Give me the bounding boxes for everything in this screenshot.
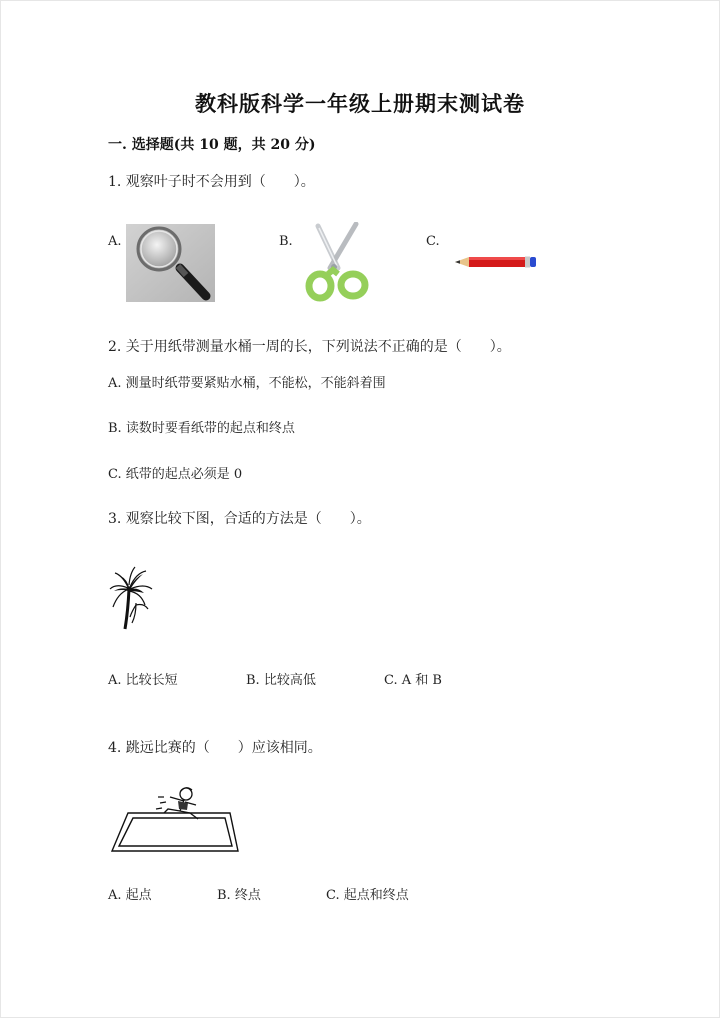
- question-3-option-c[interactable]: C. A 和 B: [384, 673, 442, 688]
- question-2-option-a[interactable]: A. 测量时纸带要紧贴水桶，不能松，不能斜着围: [108, 376, 386, 391]
- section-heading: 一. 选择题(共 10 题，共 20 分): [108, 137, 316, 153]
- magnifying-glass-icon: [126, 224, 215, 302]
- question-3-option-b[interactable]: B. 比较高低: [246, 673, 316, 688]
- question-1-option-a[interactable]: A.: [108, 234, 122, 249]
- question-3-option-a[interactable]: A. 比较长短: [108, 673, 178, 688]
- scissors-icon: [298, 222, 372, 304]
- question-1-option-b[interactable]: B.: [279, 234, 293, 249]
- palm-tree-icon: [108, 563, 158, 631]
- question-4-text: 4. 跳远比赛的（ ）应该相同。: [108, 740, 322, 756]
- question-4-option-a[interactable]: A. 起点: [108, 888, 152, 903]
- question-4-option-c[interactable]: C. 起点和终点: [326, 888, 409, 903]
- question-1-option-c[interactable]: C.: [426, 234, 440, 249]
- question-2-option-b[interactable]: B. 读数时要看纸带的起点和终点: [108, 421, 295, 436]
- pencil-icon: [455, 252, 537, 272]
- question-2-option-c[interactable]: C. 纸带的起点必须是 0: [108, 467, 243, 482]
- question-3-text: 3. 观察比较下图，合适的方法是（ ）。: [108, 511, 371, 527]
- long-jump-pit-icon: [108, 783, 242, 857]
- question-1-text: 1. 观察叶子时不会用到（ ）。: [108, 174, 315, 190]
- question-2-text: 2. 关于用纸带测量水桶一周的长，下列说法不正确的是（ ）。: [108, 339, 511, 355]
- question-4-option-b[interactable]: B. 终点: [217, 888, 261, 903]
- page-title: 教科版科学一年级上册期末测试卷: [195, 91, 525, 116]
